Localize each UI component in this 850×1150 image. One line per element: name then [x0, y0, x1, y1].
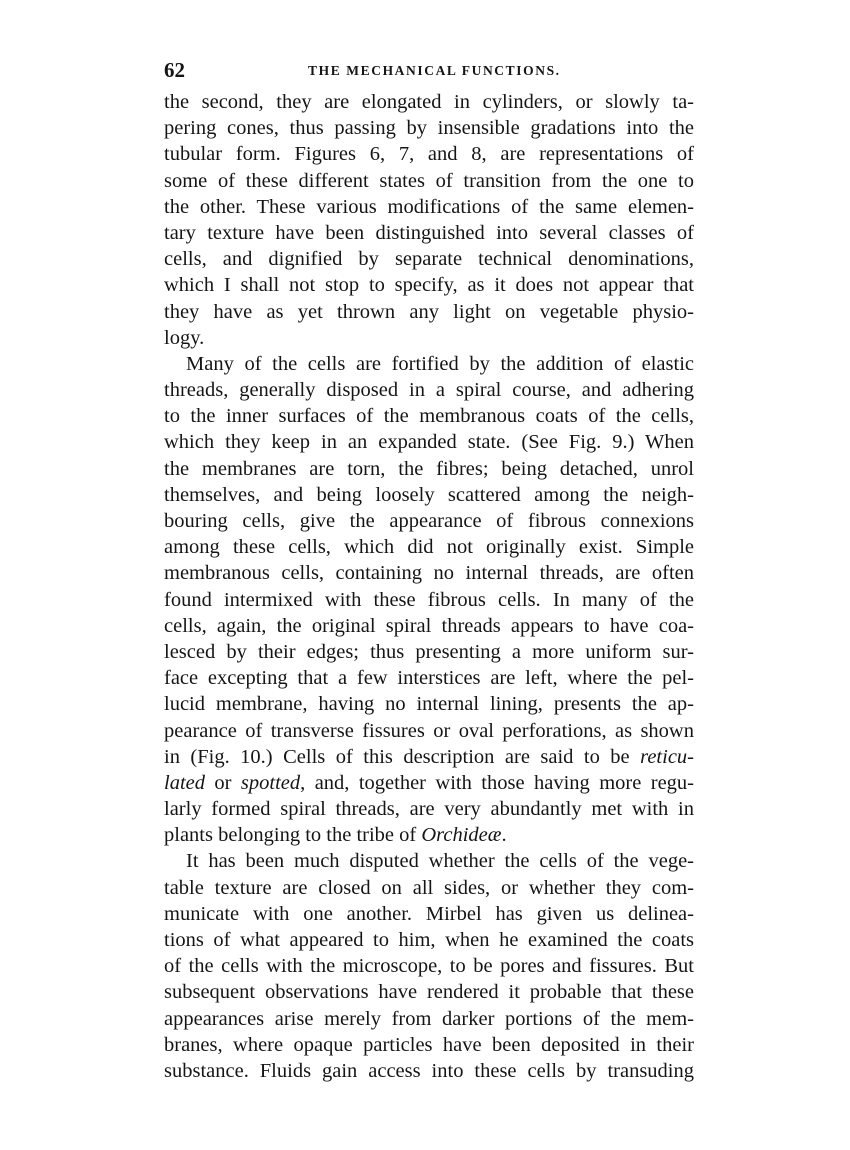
text-line: tions of what appeared to him, when he examined the coats: [164, 929, 694, 951]
text-line: some of these different states of transition from the one to: [164, 169, 694, 192]
text-line: substance. Fluids gain access into these cells by transuding: [164, 1059, 694, 1082]
text-line: the second, they are elongated in cylinders, or slowly ta-: [164, 91, 694, 113]
text-line: tubular form. Figures 6, 7, and 8, are representations of: [164, 143, 694, 166]
text-line: subsequent observations have rendered it probable that these: [164, 981, 694, 1004]
text-line: which they keep in an expanded state. (See Fig. 9.) When: [164, 431, 694, 454]
text-line: logy.: [164, 326, 205, 349]
running-head: THE MECHANICAL FUNCTIONS.: [308, 63, 561, 78]
text-line: pering cones, thus passing by insensible gradations into the: [164, 117, 694, 140]
text-line: among these cells, which did not originally exist. Simple: [164, 536, 694, 559]
text-line: lucid membrane, having no internal lining, presents the ap-: [164, 693, 694, 716]
text-line: tary texture have been distinguished into several classes of: [164, 221, 694, 244]
text-line: pearance of transverse fissures or oval perforations, as shown: [164, 719, 694, 742]
body-text: [164, 89, 694, 1084]
text-line: table texture are closed on all sides, or whether they com-: [164, 876, 694, 899]
text-line: of the cells with the microscope, to be pores and fissures. But: [164, 955, 694, 978]
text-line: to the inner surfaces of the membranous coats of the cells,: [164, 405, 694, 428]
text-line: plants belonging to the tribe of Orchideæ.: [164, 824, 507, 847]
text-line: bouring cells, give the appearance of fibrous connexions: [164, 510, 694, 532]
text-line: lesced by their edges; thus presenting a more uniform sur-: [164, 640, 694, 663]
text-line: membranous cells, containing no internal threads, are often: [164, 562, 694, 585]
text-line: the other. These various modifications of the same elemen-: [164, 195, 694, 218]
text-line: themselves, and being loosely scattered among the neigh-: [164, 483, 694, 506]
text-line: cells, and dignified by separate technical denominations,: [164, 248, 694, 271]
text-line: municate with one another. Mirbel has given us delinea-: [164, 902, 694, 925]
text-line: larly formed spiral threads, are very abundantly met with in: [164, 798, 694, 821]
page-header: [164, 58, 694, 82]
text-line: the membranes are torn, the fibres; being detached, unrol: [164, 457, 694, 480]
text-line: threads, generally disposed in a spiral course, and adhering: [164, 379, 694, 402]
text-line: lated or spotted, and, together with those having more regu-: [164, 771, 694, 794]
text-line: appearances arise merely from darker portions of the mem-: [164, 1007, 694, 1030]
text-line: cells, again, the original spiral threads appears to have coa-: [164, 614, 694, 637]
text-line: branes, where opaque particles have been deposited in their: [164, 1033, 694, 1056]
text-line: Many of the cells are fortified by the addition of elastic: [186, 352, 694, 375]
page-number: 62: [164, 58, 185, 82]
text-line: in (Fig. 10.) Cells of this description are said to be reticu-: [164, 745, 694, 768]
text-line: face excepting that a few interstices are left, where the pel-: [164, 667, 694, 690]
text-line: which I shall not stop to specify, as it does not appear that: [164, 274, 694, 297]
text-line: they have as yet thrown any light on vegetable physio-: [164, 300, 694, 323]
text-line: found intermixed with these fibrous cells. In many of the: [164, 588, 694, 611]
text-line: It has been much disputed whether the cells of the vege-: [186, 850, 694, 873]
